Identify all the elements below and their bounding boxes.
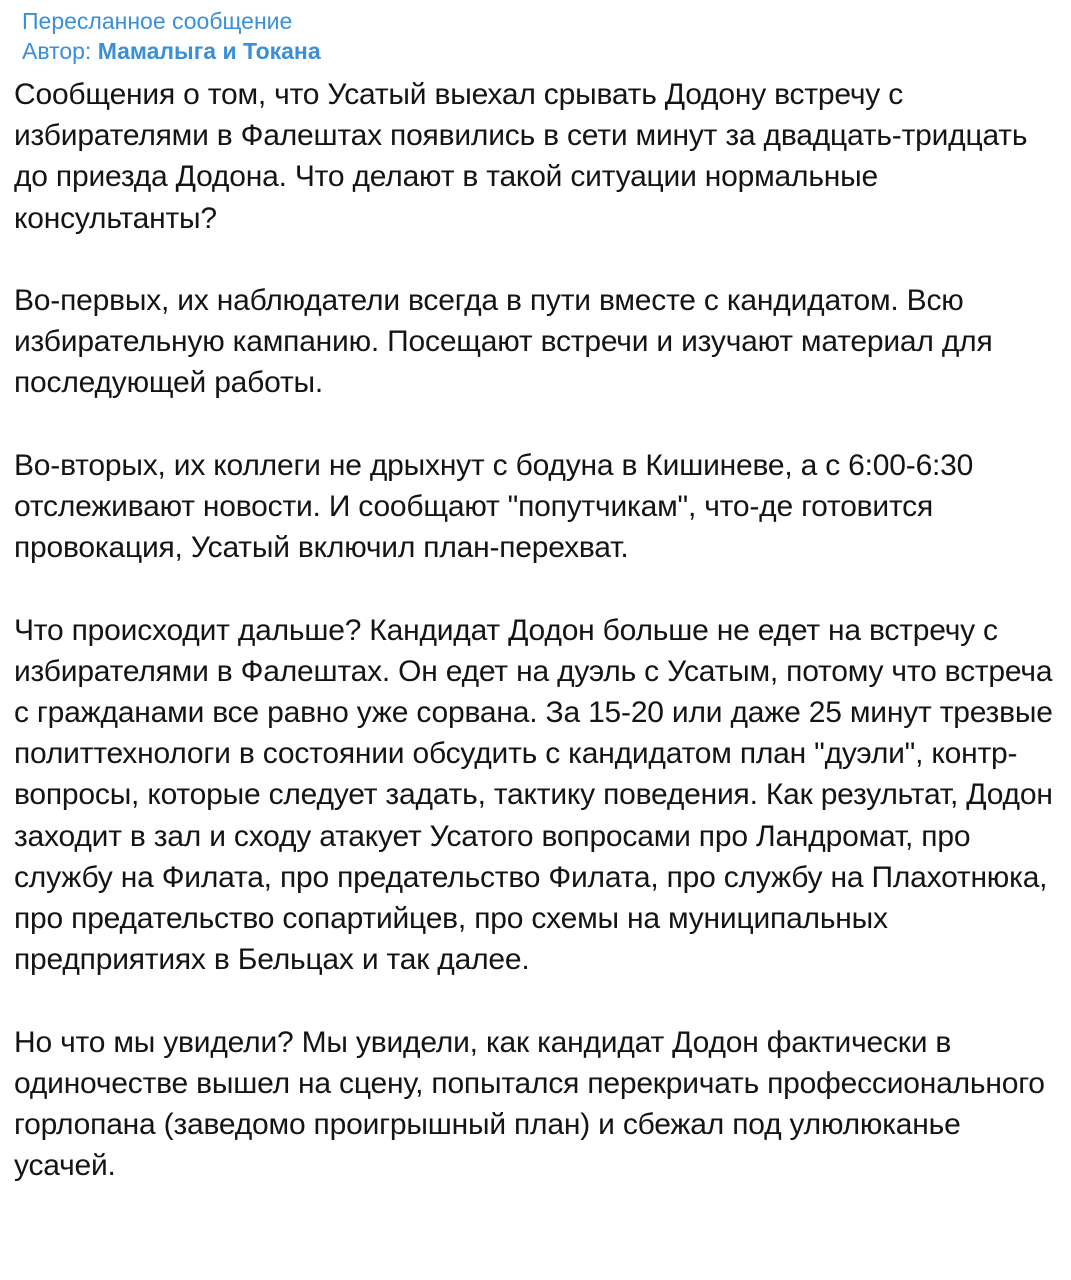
forwarded-author-prefix: Автор: [22,38,98,64]
message-paragraph-5: Но что мы увидели? Мы увидели, как кандидат Додон фактически в одиночестве вышел на сцену, попытался перекричать профессионального горлопана (заведомо проигрышный план) и сбежал под улюлюканье усачей. [14,1025,1045,1183]
message-paragraph-3: Во-вторых, их коллеги не дрыхнут с бодуна в Кишиневе, а с 6:00-6:30 отслеживают новости. И сообщают "попутчикам", что-де готовится провокация, Усатый включил план-перехват. [14,448,974,565]
forwarded-header[interactable] [22,6,321,66]
message-body [14,74,1066,1186]
message-paragraph-2: Во-первых, их наблюдатели всегда в пути вместе с кандидатом. Всю избирательную кампанию. Посещают встречи и изучают материал для последующей работы. [14,284,993,400]
forwarded-author-name[interactable]: Мамалыга и Токана [97,38,321,64]
message-paragraph-4: Что происходит дальше? Кандидат Додон больше не едет на встречу с избирателями в Фалештах. Он едет на дуэль с Усатым, потому что встреча с гражданами все равно уже сорвана. За 15-20 или даже 25 минут трезвые политтехнологи в состоянии обсудить с кандидатом план "дуэли", контр-вопросы, которые следует задать, тактику поведения. Как результат, Додон заходит в зал и сходу атакует Усатого вопросами про Ландромат, про службу на Филата, про предательство Филата, про службу на Плахотнюка, про предательство сопартийцев, про схемы на муниципальных предприятиях в Бельцах и так далее. [14,613,1053,977]
message-paragraph-1: Сообщения о том, что Усатый выехал срывать Додону встречу с избирателями в Фалештах появились в сети минут за двадцать-тридцать до приезда Додона. Что делают в такой ситуации нормальные консультанты? [14,78,1028,235]
forwarded-title: Пересланное сообщение [22,8,293,34]
forwarded-author[interactable] [22,36,321,66]
